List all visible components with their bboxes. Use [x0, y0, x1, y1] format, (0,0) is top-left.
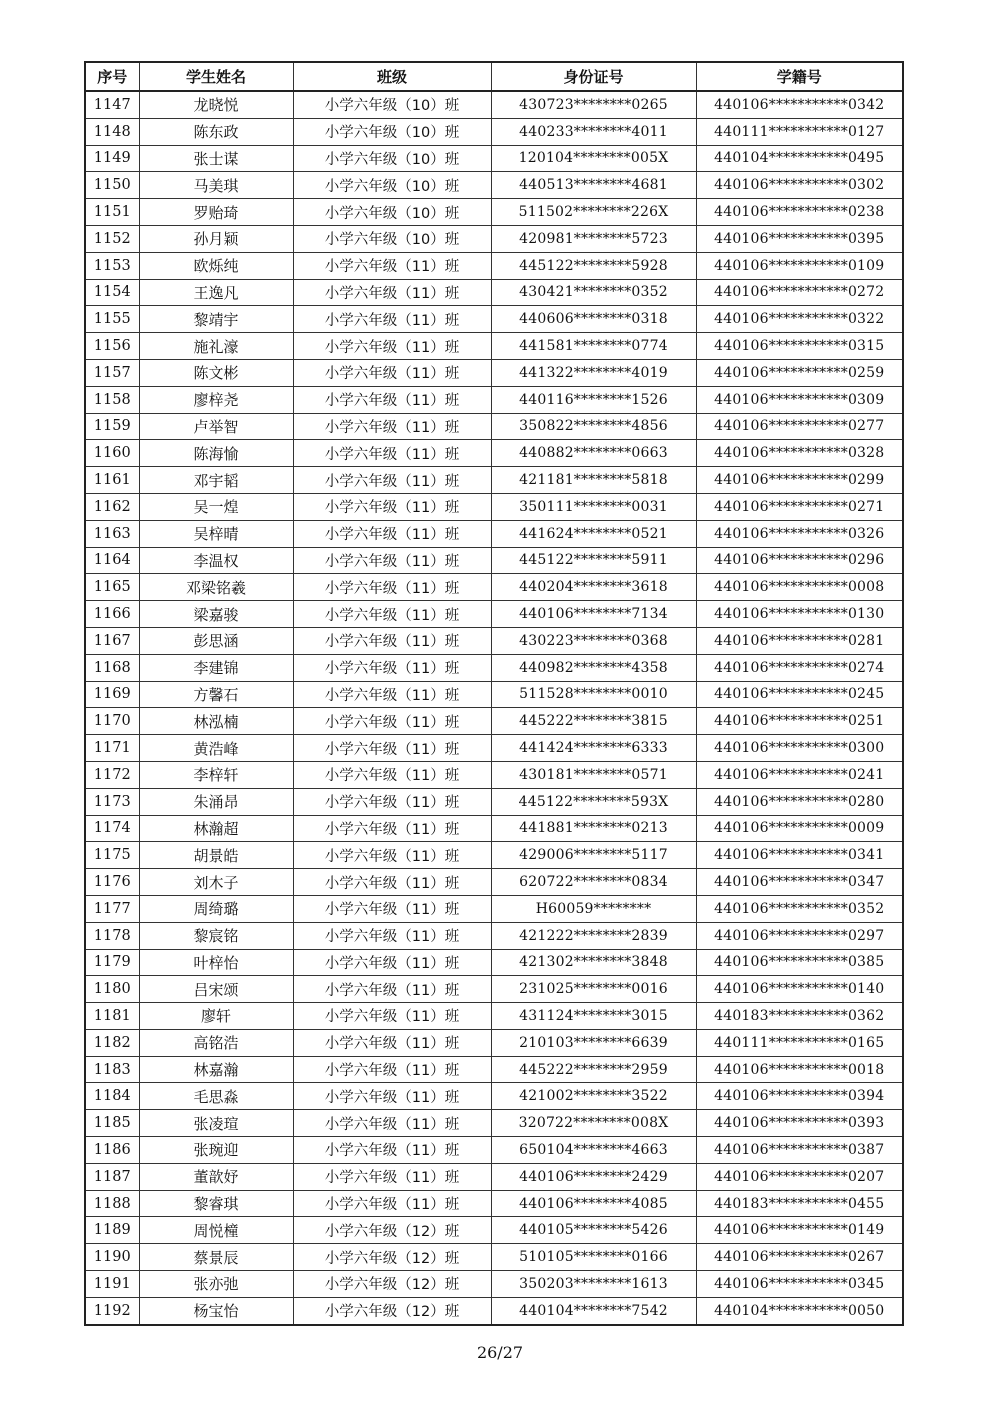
- cell-id-card: 440105********5426: [491, 1217, 696, 1244]
- cell-seq: 1167: [85, 627, 139, 654]
- cell-class: 小学六年级（10）班: [293, 118, 491, 145]
- cell-seq: 1153: [85, 252, 139, 279]
- cell-class: 小学六年级（11）班: [293, 1056, 491, 1083]
- cell-student-no: 440106***********0309: [696, 386, 903, 413]
- cell-name: 黎睿琪: [139, 1190, 293, 1217]
- cell-class: 小学六年级（12）班: [293, 1297, 491, 1324]
- cell-student-no: 440106***********0271: [696, 493, 903, 520]
- cell-id-card: 440106********4085: [491, 1190, 696, 1217]
- table-row: [85, 145, 903, 172]
- cell-name: 梁嘉骏: [139, 601, 293, 628]
- cell-class: 小学六年级（11）班: [293, 708, 491, 735]
- cell-class: 小学六年级（11）班: [293, 413, 491, 440]
- cell-student-no: 440106***********0245: [696, 681, 903, 708]
- cell-name: 龙晓悦: [139, 91, 293, 118]
- cell-seq: 1178: [85, 922, 139, 949]
- cell-class: 小学六年级（11）班: [293, 386, 491, 413]
- cell-id-card: 445122********5911: [491, 547, 696, 574]
- cell-name: 邓宇韬: [139, 467, 293, 494]
- cell-student-no: 440106***********0149: [696, 1217, 903, 1244]
- cell-id-card: 320722********008X: [491, 1110, 696, 1137]
- table-row: [85, 386, 903, 413]
- cell-id-card: 445222********2959: [491, 1056, 696, 1083]
- cell-seq: 1154: [85, 279, 139, 306]
- table-row: [85, 520, 903, 547]
- cell-name: 吴梓晴: [139, 520, 293, 547]
- cell-name: 周绮璐: [139, 895, 293, 922]
- cell-name: 方馨石: [139, 681, 293, 708]
- cell-id-card: 440116********1526: [491, 386, 696, 413]
- cell-name: 林嘉瀚: [139, 1056, 293, 1083]
- cell-name: 罗贻琦: [139, 199, 293, 226]
- table-row: [85, 547, 903, 574]
- table-row: [85, 1271, 903, 1298]
- cell-class: 小学六年级（11）班: [293, 440, 491, 467]
- cell-class: 小学六年级（11）班: [293, 601, 491, 628]
- cell-name: 刘木子: [139, 869, 293, 896]
- cell-class: 小学六年级（11）班: [293, 333, 491, 360]
- cell-class: 小学六年级（11）班: [293, 467, 491, 494]
- cell-seq: 1191: [85, 1271, 139, 1298]
- cell-student-no: 440106***********0395: [696, 225, 903, 252]
- cell-name: 张凌瑄: [139, 1110, 293, 1137]
- cell-student-no: 440106***********0251: [696, 708, 903, 735]
- cell-student-no: 440104***********0495: [696, 145, 903, 172]
- table-row: [85, 1217, 903, 1244]
- cell-student-no: 440106***********0299: [696, 467, 903, 494]
- cell-seq: 1157: [85, 359, 139, 386]
- cell-id-card: 445122********5928: [491, 252, 696, 279]
- cell-student-no: 440106***********0387: [696, 1137, 903, 1164]
- cell-seq: 1177: [85, 895, 139, 922]
- cell-student-no: 440106***********0259: [696, 359, 903, 386]
- cell-id-card: 440104********7542: [491, 1297, 696, 1324]
- cell-student-no: 440106***********0277: [696, 413, 903, 440]
- header-class: 班级: [293, 62, 491, 91]
- cell-class: 小学六年级（12）班: [293, 1217, 491, 1244]
- cell-class: 小学六年级（11）班: [293, 895, 491, 922]
- cell-name: 朱涌昂: [139, 788, 293, 815]
- cell-student-no: 440106***********0352: [696, 895, 903, 922]
- cell-seq: 1161: [85, 467, 139, 494]
- cell-name: 毛思淼: [139, 1083, 293, 1110]
- cell-class: 小学六年级（11）班: [293, 547, 491, 574]
- cell-name: 陈海愉: [139, 440, 293, 467]
- table-row: [85, 1056, 903, 1083]
- cell-class: 小学六年级（10）班: [293, 225, 491, 252]
- table-row: [85, 788, 903, 815]
- cell-student-no: 440111***********0165: [696, 1029, 903, 1056]
- table-row: [85, 708, 903, 735]
- cell-class: 小学六年级（11）班: [293, 1110, 491, 1137]
- cell-seq: 1183: [85, 1056, 139, 1083]
- cell-class: 小学六年级（12）班: [293, 1271, 491, 1298]
- cell-id-card: 440106********2429: [491, 1163, 696, 1190]
- table-row: [85, 627, 903, 654]
- cell-id-card: 440204********3618: [491, 574, 696, 601]
- table-row: [85, 1110, 903, 1137]
- table-row: [85, 681, 903, 708]
- cell-class: 小学六年级（10）班: [293, 172, 491, 199]
- cell-seq: 1165: [85, 574, 139, 601]
- cell-seq: 1184: [85, 1083, 139, 1110]
- cell-name: 黎靖宇: [139, 306, 293, 333]
- cell-student-no: 440106***********0281: [696, 627, 903, 654]
- table-row: [85, 333, 903, 360]
- cell-class: 小学六年级（11）班: [293, 735, 491, 762]
- table-row: [85, 1137, 903, 1164]
- cell-class: 小学六年级（11）班: [293, 574, 491, 601]
- cell-seq: 1174: [85, 815, 139, 842]
- cell-name: 廖梓尧: [139, 386, 293, 413]
- cell-student-no: 440106***********0238: [696, 199, 903, 226]
- header-id-card: 身份证号: [491, 62, 696, 91]
- cell-id-card: 231025********0016: [491, 976, 696, 1003]
- cell-name: 孙月颖: [139, 225, 293, 252]
- cell-seq: 1175: [85, 842, 139, 869]
- cell-name: 吕宋颂: [139, 976, 293, 1003]
- cell-seq: 1152: [85, 225, 139, 252]
- cell-class: 小学六年级（11）班: [293, 654, 491, 681]
- cell-student-no: 440106***********0272: [696, 279, 903, 306]
- cell-id-card: 440606********0318: [491, 306, 696, 333]
- cell-id-card: 441424********6333: [491, 735, 696, 762]
- table-row: [85, 359, 903, 386]
- table-row: [85, 440, 903, 467]
- cell-seq: 1168: [85, 654, 139, 681]
- cell-seq: 1189: [85, 1217, 139, 1244]
- table-row: [85, 1297, 903, 1324]
- cell-student-no: 440106***********0347: [696, 869, 903, 896]
- cell-seq: 1171: [85, 735, 139, 762]
- cell-seq: 1149: [85, 145, 139, 172]
- roster-body: [85, 91, 903, 1325]
- cell-seq: 1163: [85, 520, 139, 547]
- table-row: [85, 306, 903, 333]
- cell-name: 周悦橦: [139, 1217, 293, 1244]
- cell-student-no: 440106***********0130: [696, 601, 903, 628]
- cell-class: 小学六年级（11）班: [293, 252, 491, 279]
- cell-id-card: 210103********6639: [491, 1029, 696, 1056]
- cell-id-card: 421002********3522: [491, 1083, 696, 1110]
- cell-seq: 1176: [85, 869, 139, 896]
- cell-seq: 1185: [85, 1110, 139, 1137]
- table-row: [85, 413, 903, 440]
- table-row: [85, 172, 903, 199]
- cell-name: 施礼濠: [139, 333, 293, 360]
- cell-student-no: 440106***********0140: [696, 976, 903, 1003]
- cell-class: 小学六年级（10）班: [293, 199, 491, 226]
- cell-name: 廖轩: [139, 1003, 293, 1030]
- cell-id-card: 350111********0031: [491, 493, 696, 520]
- cell-seq: 1155: [85, 306, 139, 333]
- cell-seq: 1188: [85, 1190, 139, 1217]
- table-row: [85, 761, 903, 788]
- cell-student-no: 440106***********0315: [696, 333, 903, 360]
- cell-name: 林瀚超: [139, 815, 293, 842]
- cell-class: 小学六年级（11）班: [293, 1029, 491, 1056]
- cell-id-card: 441624********0521: [491, 520, 696, 547]
- header-name: 学生姓名: [139, 62, 293, 91]
- cell-id-card: 441881********0213: [491, 815, 696, 842]
- cell-seq: 1173: [85, 788, 139, 815]
- cell-student-no: 440106***********0297: [696, 922, 903, 949]
- cell-seq: 1158: [85, 386, 139, 413]
- cell-seq: 1187: [85, 1163, 139, 1190]
- cell-id-card: 510105********0166: [491, 1244, 696, 1271]
- cell-class: 小学六年级（10）班: [293, 145, 491, 172]
- table-row: [85, 869, 903, 896]
- cell-class: 小学六年级（11）班: [293, 1137, 491, 1164]
- cell-id-card: 441322********4019: [491, 359, 696, 386]
- cell-id-card: 440106********7134: [491, 601, 696, 628]
- cell-student-no: 440106***********0109: [696, 252, 903, 279]
- cell-name: 林泓楠: [139, 708, 293, 735]
- cell-class: 小学六年级（11）班: [293, 761, 491, 788]
- table-row: [85, 467, 903, 494]
- cell-student-no: 440106***********0393: [696, 1110, 903, 1137]
- cell-student-no: 440111***********0127: [696, 118, 903, 145]
- cell-name: 马美琪: [139, 172, 293, 199]
- table-row: [85, 1003, 903, 1030]
- cell-id-card: 421181********5818: [491, 467, 696, 494]
- cell-name: 邓梁铭羲: [139, 574, 293, 601]
- student-roster-table: [84, 61, 904, 1326]
- cell-seq: 1151: [85, 199, 139, 226]
- cell-id-card: 430723********0265: [491, 91, 696, 118]
- cell-seq: 1170: [85, 708, 139, 735]
- cell-name: 李建锦: [139, 654, 293, 681]
- cell-seq: 1159: [85, 413, 139, 440]
- cell-student-no: 440106***********0207: [696, 1163, 903, 1190]
- cell-student-no: 440106***********0241: [696, 761, 903, 788]
- table-row: [85, 815, 903, 842]
- cell-student-no: 440106***********0326: [696, 520, 903, 547]
- cell-seq: 1182: [85, 1029, 139, 1056]
- cell-name: 杨宝怡: [139, 1297, 293, 1324]
- cell-student-no: 440106***********0018: [696, 1056, 903, 1083]
- table-row: [85, 574, 903, 601]
- cell-class: 小学六年级（11）班: [293, 1163, 491, 1190]
- cell-name: 胡景皓: [139, 842, 293, 869]
- cell-seq: 1190: [85, 1244, 139, 1271]
- cell-name: 彭思涵: [139, 627, 293, 654]
- table-row: [85, 842, 903, 869]
- cell-name: 卢举智: [139, 413, 293, 440]
- cell-id-card: 430421********0352: [491, 279, 696, 306]
- cell-seq: 1164: [85, 547, 139, 574]
- cell-student-no: 440106***********0394: [696, 1083, 903, 1110]
- cell-class: 小学六年级（11）班: [293, 922, 491, 949]
- cell-class: 小学六年级（11）班: [293, 520, 491, 547]
- cell-name: 高铭浩: [139, 1029, 293, 1056]
- cell-name: 吴一煌: [139, 493, 293, 520]
- cell-class: 小学六年级（11）班: [293, 869, 491, 896]
- cell-student-no: 440106***********0385: [696, 949, 903, 976]
- cell-name: 陈文彬: [139, 359, 293, 386]
- table-row: [85, 1163, 903, 1190]
- cell-name: 张琬迎: [139, 1137, 293, 1164]
- cell-class: 小学六年级（11）班: [293, 681, 491, 708]
- cell-id-card: 440233********4011: [491, 118, 696, 145]
- cell-id-card: 421222********2839: [491, 922, 696, 949]
- cell-class: 小学六年级（12）班: [293, 1244, 491, 1271]
- cell-name: 蔡景辰: [139, 1244, 293, 1271]
- cell-name: 李梓轩: [139, 761, 293, 788]
- table-row: [85, 279, 903, 306]
- cell-student-no: 440106***********0009: [696, 815, 903, 842]
- table-row: [85, 895, 903, 922]
- cell-class: 小学六年级（10）班: [293, 91, 491, 118]
- table-row: [85, 1190, 903, 1217]
- cell-seq: 1166: [85, 601, 139, 628]
- table-row: [85, 1029, 903, 1056]
- cell-id-card: 429006********5117: [491, 842, 696, 869]
- cell-seq: 1150: [85, 172, 139, 199]
- cell-class: 小学六年级（11）班: [293, 493, 491, 520]
- cell-class: 小学六年级（11）班: [293, 306, 491, 333]
- cell-name: 叶梓怡: [139, 949, 293, 976]
- cell-student-no: 440104***********0050: [696, 1297, 903, 1324]
- cell-name: 张士谋: [139, 145, 293, 172]
- cell-id-card: 511528********0010: [491, 681, 696, 708]
- table-row: [85, 949, 903, 976]
- cell-seq: 1186: [85, 1137, 139, 1164]
- cell-id-card: 120104********005X: [491, 145, 696, 172]
- cell-class: 小学六年级（11）班: [293, 627, 491, 654]
- cell-id-card: 511502********226X: [491, 199, 696, 226]
- cell-student-no: 440183***********0455: [696, 1190, 903, 1217]
- cell-name: 黄浩峰: [139, 735, 293, 762]
- cell-id-card: 421302********3848: [491, 949, 696, 976]
- cell-seq: 1192: [85, 1297, 139, 1324]
- table-row: [85, 922, 903, 949]
- table-row: [85, 601, 903, 628]
- page-number: 26/27: [476, 1343, 524, 1362]
- cell-id-card: 440982********4358: [491, 654, 696, 681]
- cell-seq: 1181: [85, 1003, 139, 1030]
- cell-seq: 1148: [85, 118, 139, 145]
- cell-seq: 1160: [85, 440, 139, 467]
- cell-name: 王逸凡: [139, 279, 293, 306]
- cell-class: 小学六年级（11）班: [293, 949, 491, 976]
- cell-class: 小学六年级（11）班: [293, 842, 491, 869]
- cell-name: 张亦弛: [139, 1271, 293, 1298]
- table-row: [85, 118, 903, 145]
- cell-seq: 1169: [85, 681, 139, 708]
- cell-class: 小学六年级（11）班: [293, 359, 491, 386]
- cell-student-no: 440106***********0296: [696, 547, 903, 574]
- table-row: [85, 1244, 903, 1271]
- cell-id-card: 441581********0774: [491, 333, 696, 360]
- cell-id-card: 431124********3015: [491, 1003, 696, 1030]
- cell-seq: 1147: [85, 91, 139, 118]
- cell-id-card: 430181********0571: [491, 761, 696, 788]
- table-row: [85, 91, 903, 118]
- cell-id-card: 620722********0834: [491, 869, 696, 896]
- cell-class: 小学六年级（11）班: [293, 815, 491, 842]
- cell-id-card: 350203********1613: [491, 1271, 696, 1298]
- cell-seq: 1162: [85, 493, 139, 520]
- cell-student-no: 440106***********0328: [696, 440, 903, 467]
- cell-id-card: 420981********5723: [491, 225, 696, 252]
- cell-class: 小学六年级（11）班: [293, 1003, 491, 1030]
- cell-student-no: 440106***********0274: [696, 654, 903, 681]
- cell-seq: 1180: [85, 976, 139, 1003]
- cell-seq: 1179: [85, 949, 139, 976]
- cell-class: 小学六年级（11）班: [293, 976, 491, 1003]
- cell-id-card: 445222********3815: [491, 708, 696, 735]
- cell-student-no: 440106***********0280: [696, 788, 903, 815]
- table-row: [85, 493, 903, 520]
- header-seq: 序号: [85, 62, 139, 91]
- cell-class: 小学六年级（11）班: [293, 279, 491, 306]
- table-row: [85, 654, 903, 681]
- cell-id-card: 650104********4663: [491, 1137, 696, 1164]
- header-row: [85, 62, 903, 91]
- cell-name: 陈东政: [139, 118, 293, 145]
- cell-id-card: 350822********4856: [491, 413, 696, 440]
- table-row: [85, 976, 903, 1003]
- cell-seq: 1172: [85, 761, 139, 788]
- header-student-no: 学籍号: [696, 62, 903, 91]
- cell-student-no: 440106***********0341: [696, 842, 903, 869]
- cell-student-no: 440183***********0362: [696, 1003, 903, 1030]
- cell-student-no: 440106***********0008: [696, 574, 903, 601]
- table-row: [85, 199, 903, 226]
- table-row: [85, 225, 903, 252]
- table-row: [85, 252, 903, 279]
- table-row: [85, 1083, 903, 1110]
- cell-class: 小学六年级（11）班: [293, 1190, 491, 1217]
- cell-student-no: 440106***********0300: [696, 735, 903, 762]
- cell-id-card: 440513********4681: [491, 172, 696, 199]
- cell-student-no: 440106***********0322: [696, 306, 903, 333]
- cell-name: 黎宸铭: [139, 922, 293, 949]
- cell-id-card: 430223********0368: [491, 627, 696, 654]
- cell-name: 欧烁纯: [139, 252, 293, 279]
- cell-student-no: 440106***********0267: [696, 1244, 903, 1271]
- cell-student-no: 440106***********0342: [696, 91, 903, 118]
- cell-class: 小学六年级（11）班: [293, 788, 491, 815]
- cell-name: 董歆妤: [139, 1163, 293, 1190]
- cell-student-no: 440106***********0302: [696, 172, 903, 199]
- cell-name: 李温权: [139, 547, 293, 574]
- cell-student-no: 440106***********0345: [696, 1271, 903, 1298]
- cell-id-card: 445122********593X: [491, 788, 696, 815]
- cell-id-card: 440882********0663: [491, 440, 696, 467]
- table-row: [85, 735, 903, 762]
- cell-seq: 1156: [85, 333, 139, 360]
- cell-class: 小学六年级（11）班: [293, 1083, 491, 1110]
- cell-id-card: H60059********: [491, 895, 696, 922]
